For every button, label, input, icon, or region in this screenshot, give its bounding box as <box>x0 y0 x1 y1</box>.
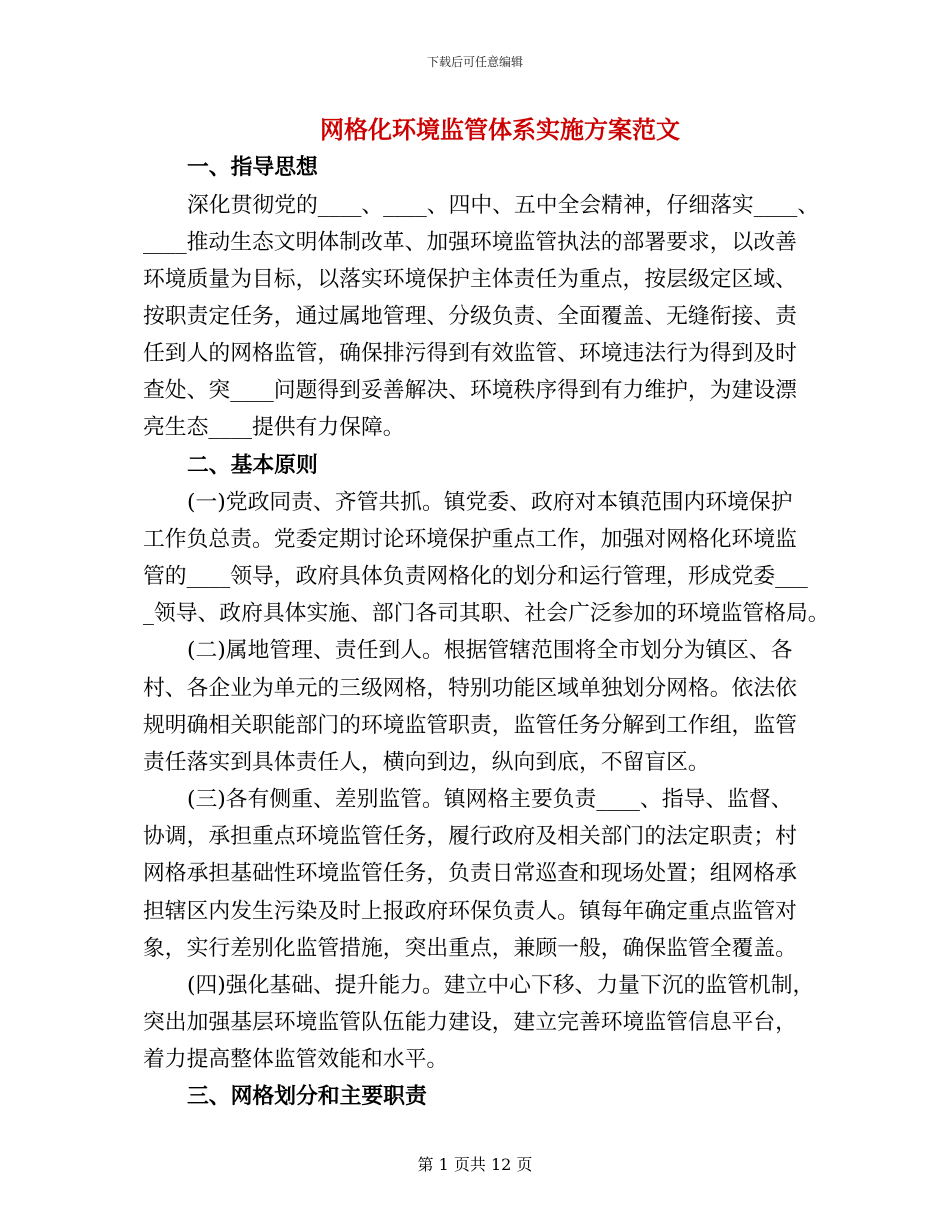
page-number: 第 1 页共 12 页 <box>417 1155 533 1174</box>
page-header-note: 下载后可任意编辑 <box>426 55 523 69</box>
paragraph <box>143 484 843 633</box>
paragraph-line: 按职责定任务，通过属地管理、分级负责、全面覆盖、无缝衔接、责 <box>143 304 797 330</box>
section-basic-principles <box>143 447 843 1079</box>
paragraph-line: (三)各有侧重、差别监管。镇网格主要负责____、指导、监督、 <box>187 787 793 813</box>
paragraph-line: 亮生态____提供有力保障。 <box>143 415 405 441</box>
paragraph-line: 责任落实到具体责任人，横向到边，纵向到底，不留盲区。 <box>143 749 710 775</box>
paragraph-line: 担辖区内发生污染及时上报政府环保负责人。镇每年确定重点监管对 <box>143 898 797 924</box>
section-heading: 三、网格划分和主要职责 <box>187 1084 427 1110</box>
paragraph-line: 环境质量为目标，以落实环境保护主体责任为重点，按层级定区域、 <box>143 266 797 292</box>
paragraph <box>143 781 843 967</box>
section-heading: 二、基本原则 <box>187 452 318 478</box>
paragraph-line: 规明确相关职能部门的环境监管职责，监管任务分解到工作组，监管 <box>143 712 797 738</box>
paragraph-line: 象，实行差别化监管措施，突出重点，兼顾一般，确保监管全覆盖。 <box>143 935 797 961</box>
paragraph-line: 网格承担基础性环境监管任务，负责日常巡查和现场处置；组网格承 <box>143 861 797 887</box>
paragraph-line: _领导、政府具体实施、部门各司其职、社会广泛参加的环境监管格局。 <box>143 601 830 627</box>
paragraph-line: 查处、突____问题得到妥善解决、环境秩序得到有力维护，为建设漂 <box>143 378 797 404</box>
paragraph-line: 突出加强基层环境监管队伍能力建设，建立完善环境监管信息平台， <box>143 1009 797 1035</box>
paragraph-line: (一)党政同责、齐管共抓。镇党委、政府对本镇范围内环境保护 <box>187 489 793 515</box>
paragraph-line: (四)强化基础、提升能力。建立中心下移、力量下沉的监管机制， <box>187 972 815 998</box>
paragraph-line: 工作负总责。党委定期讨论环境保护重点工作，加强对网格化环境监 <box>143 526 797 552</box>
paragraph-line: 深化贯彻党的____、____、四中、五中全会精神，仔细落实____、 <box>187 192 820 218</box>
paragraph-line: 管的____领导，政府具体负责网格化的划分和运行管理，形成党委___ <box>143 564 808 590</box>
paragraph <box>143 967 843 1078</box>
paragraph-line: 着力提高整体监管效能和水平。 <box>143 1047 449 1073</box>
section-guiding-ideology <box>143 149 843 446</box>
paragraph-line: 任到人的网格监管，确保排污得到有效监管、环境违法行为得到及时 <box>143 341 797 367</box>
paragraph-line: 协调，承担重点环境监管任务，履行政府及相关部门的法定职责；村 <box>143 824 797 850</box>
paragraph-line: ____推动生态文明体制改革、加强环境监管执法的部署要求，以改善 <box>143 229 797 255</box>
paragraph-line: (二)属地管理、责任到人。根据管辖范围将全市划分为镇区、各 <box>187 638 793 664</box>
section-heading: 一、指导思想 <box>187 155 318 181</box>
paragraph-line: 村、各企业为单元的三级网格，特别功能区域单独划分网格。依法依 <box>143 675 797 701</box>
document-title: 网格化环境监管体系实施方案范文 <box>320 115 680 144</box>
paragraph <box>143 187 843 447</box>
section-grid-division <box>143 1078 843 1115</box>
paragraph <box>143 632 843 781</box>
document-body <box>143 149 843 1115</box>
